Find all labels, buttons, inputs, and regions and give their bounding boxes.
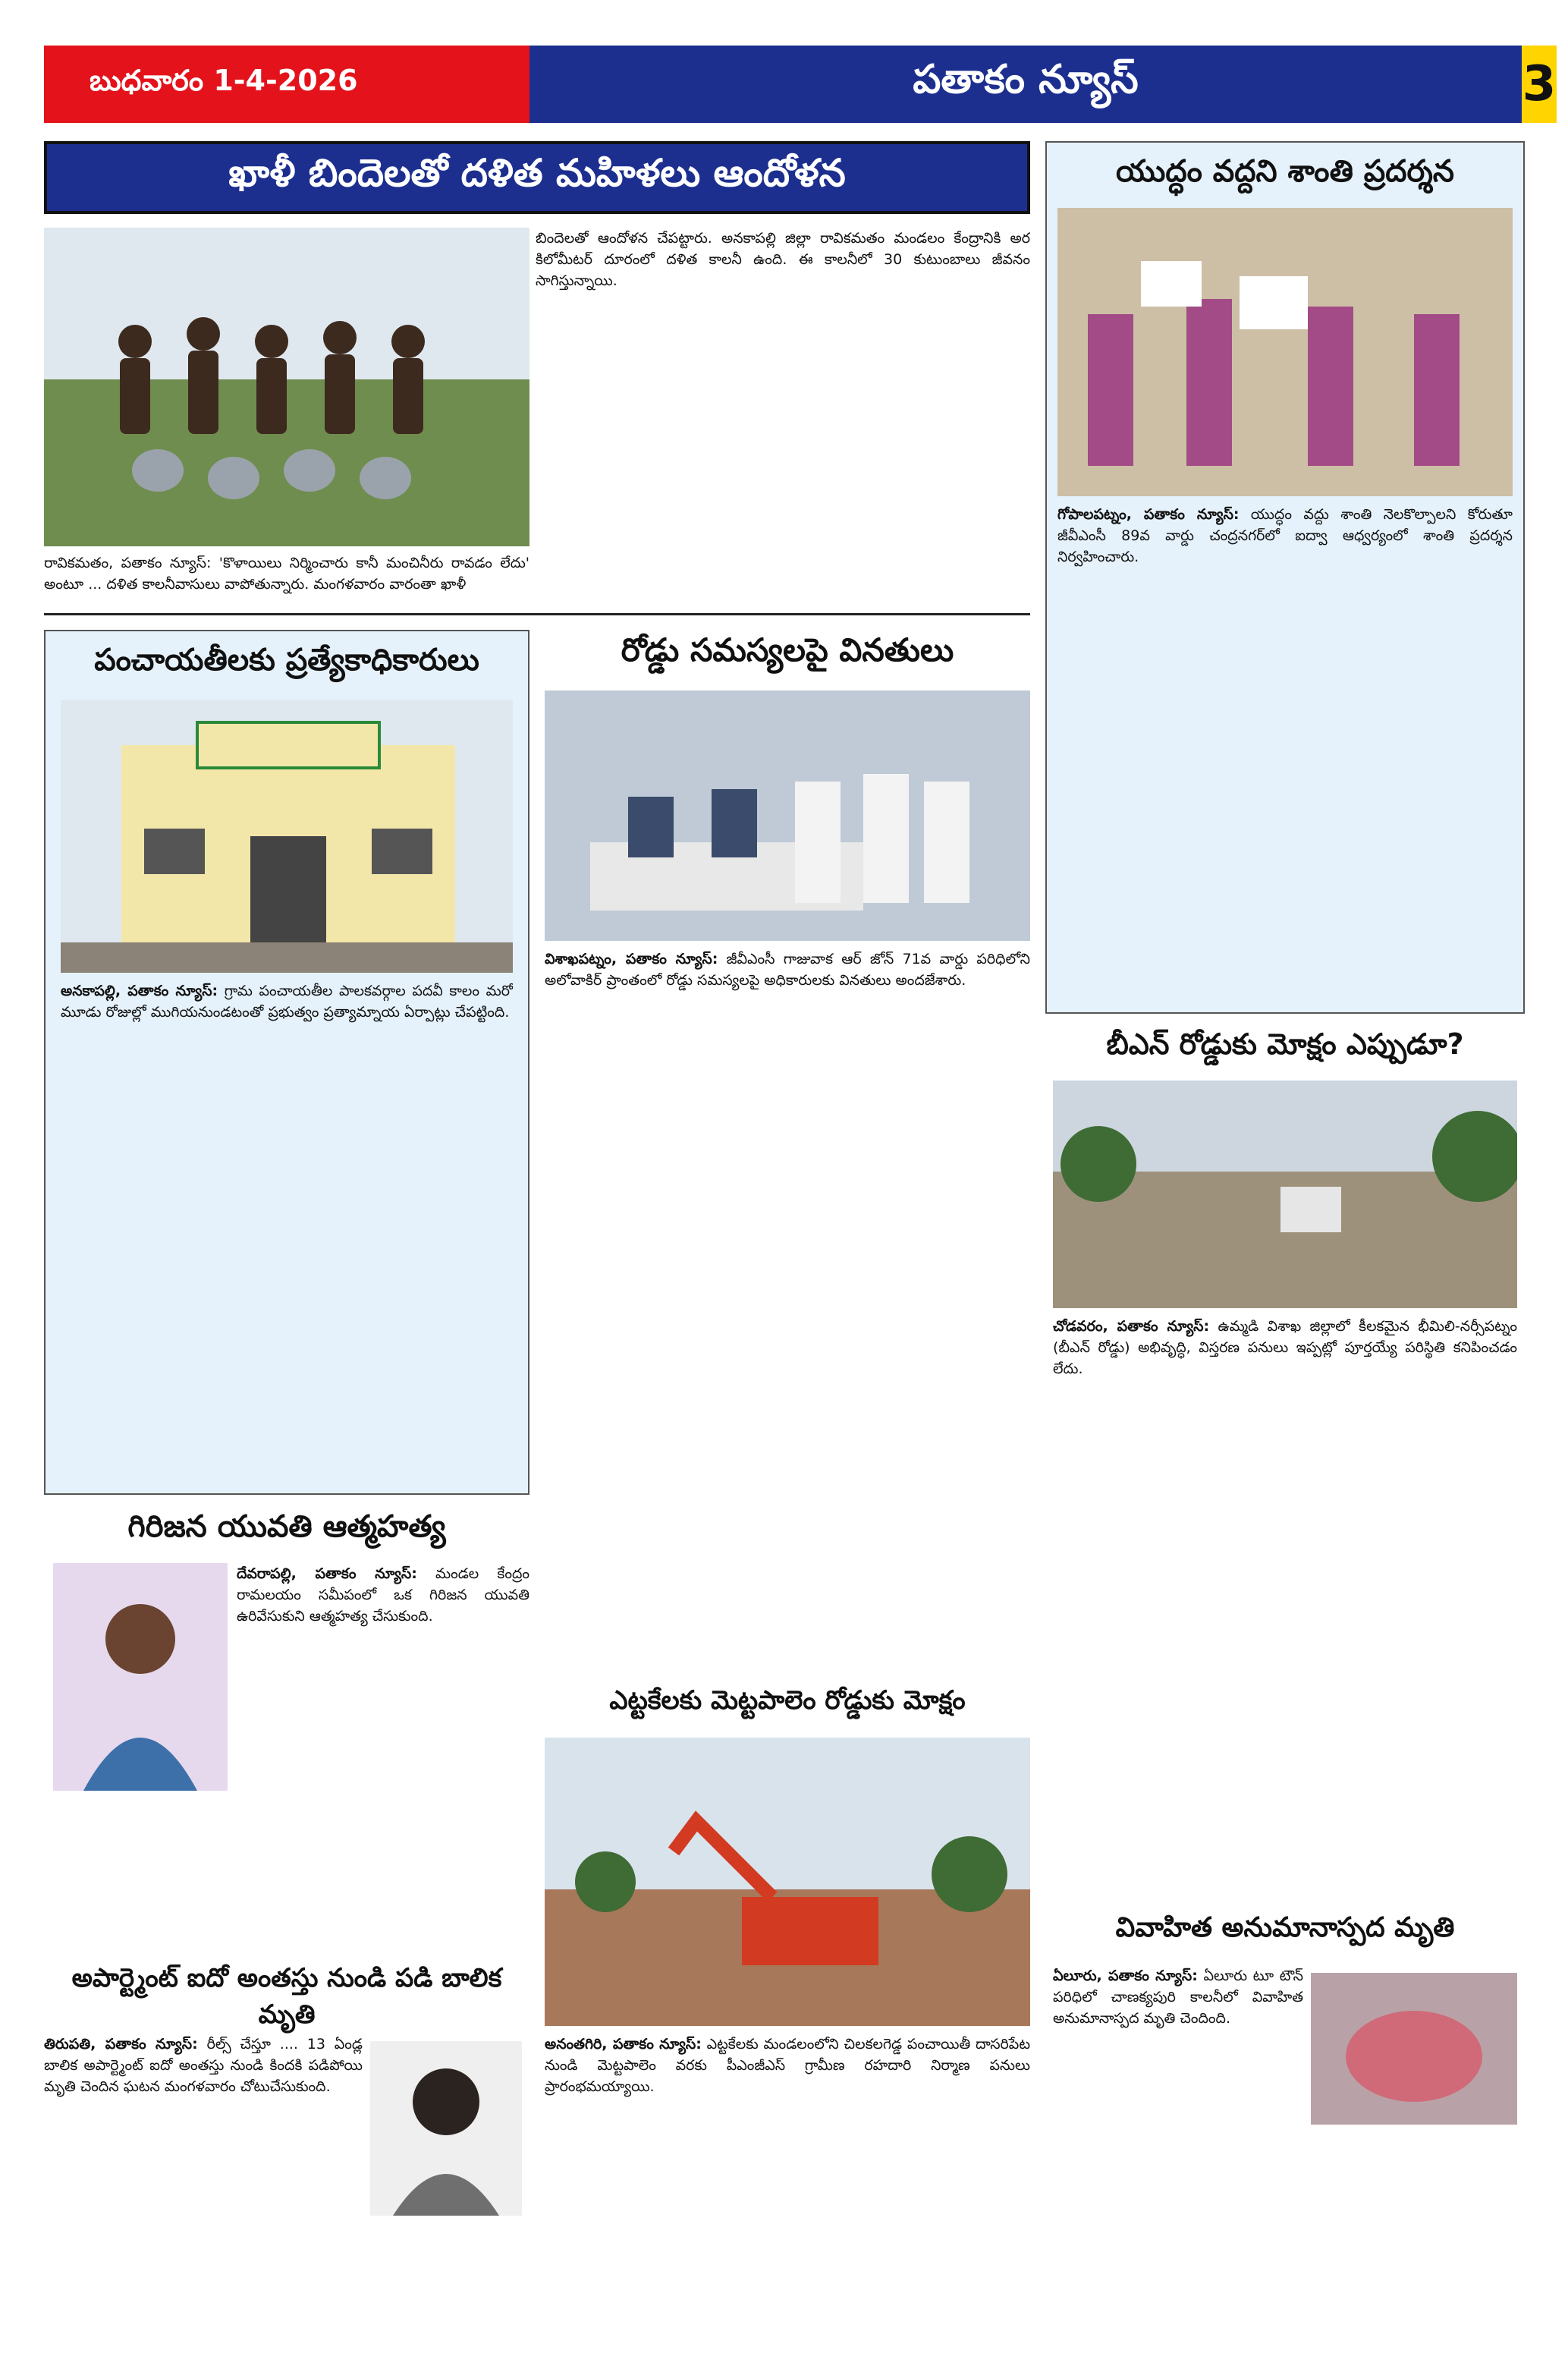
panchayat-dateline: అనకాపల్లి, పతాకం న్యూస్:	[61, 983, 218, 999]
bn-road-headline: బీఎన్ రోడ్డుకు మోక్షం ఎప్పుడూ?	[1106, 1027, 1464, 1061]
page-number: 3	[1522, 46, 1557, 123]
protest-photo-icon	[44, 228, 529, 546]
panchayat-photo	[61, 700, 513, 973]
war-peace-photo	[1057, 208, 1513, 496]
bn-road-body	[1053, 1316, 1517, 1892]
lead-body: బిందెలతో ఆందోళన చేపట్టారు. అనకాపల్లి జిల్లా రావికమతం మండలం కేంద్రానికి అర కిలోమీటర్ దూరంలో దళిత కాలనీ ఉంది. ఈ కాలనీలో 30 కుటుంబాలు జీవనం సాగిస్తున్నాయి.	[536, 230, 1030, 289]
building-photo-icon	[61, 700, 513, 973]
road-issues-headline: రోడ్డు సమస్యలపై వినతులు	[621, 631, 954, 668]
lead-photo	[44, 228, 529, 546]
ettakelaku-text: ఎట్టకేలకు మండలంలోని చిలకలగెడ్డ పంచాయితీ దాసరిపేట నుండి మెట్టపాలెం వరకు పీఎంజీఎస్ గ్రామీణ రహదారి నిర్మాణ పనులు ప్రారంభమయ్యాయి.	[545, 2036, 1030, 2095]
panchayat-body	[61, 980, 513, 1489]
war-peace-text: యుద్ధం వద్దు శాంతి నెలకొల్పాలని కోరుతూ జీవీఎంసీ 89వ వార్డు చంద్రనగర్‌లో ఐద్వా ఆధ్వర్యంలో శాంతి ప్రదర్శన నిర్వహించారు.	[1057, 506, 1513, 565]
tribal-youth-body	[237, 1563, 529, 1958]
married-woman-photo	[1311, 1973, 1517, 2125]
excavator-photo-icon	[545, 1738, 1030, 2026]
ettakelaku-photo	[545, 1738, 1030, 2026]
married-woman-body	[1053, 1965, 1303, 2352]
apartment-text: రీల్స్ చేస్తూ .... 13 ఏండ్ల బాలిక అపార్ట్మెంట్ ఐదో అంతస్తు నుండి కిందకి పడిపోయి మృతి చెందిన ఘటన మంగళవారం చోటుచేసుకుంది.	[44, 2036, 363, 2095]
war-peace-box	[1045, 141, 1525, 1014]
married-woman-dateline: ఏలూరు, పతాకం న్యూస్:	[1053, 1968, 1198, 1984]
married-woman-headline: వివాహిత అనుమానాస్పద మృతి	[1115, 1912, 1455, 1943]
portrait-photo-icon	[370, 2041, 522, 2216]
ettakelaku-headline: ఎట్టకేలకు మెట్టపాలెం రోడ్డుకు మోక్షం	[609, 1685, 966, 1716]
war-peace-body	[1057, 504, 1513, 1005]
lead-headline: ఖాళీ బిందెలతో దళిత మహిళలు ఆందోళన	[44, 141, 1030, 214]
tribal-youth-photo	[53, 1563, 228, 1791]
paper-title: పతాకం న్యూస్	[529, 46, 1522, 123]
office-meeting-photo-icon	[545, 690, 1030, 941]
apartment-headline: అపార్ట్మెంట్ ఐదో అంతస్తు నుండి పడి బాలిక మృతి	[71, 1963, 502, 2030]
road-issues-photo	[545, 690, 1030, 941]
bn-road-photo	[1053, 1081, 1517, 1308]
panchayat-text: గ్రామ పంచాయతీల పాలకవర్గాల పదవీ కాలం మరో మూడు రోజుల్లో ముగియనుండటంతో ప్రభుత్వం ప్రత్యామ్నాయ ఏర్పాట్లు చేపట్టింది.	[61, 983, 513, 1021]
road-photo-icon	[1053, 1081, 1517, 1308]
panchayat-box	[44, 630, 529, 1495]
married-woman-text: ఏలూరు టూ టౌన్ పరిధిలో చాణక్యపురి కాలనీలో వివాహిత అనుమానాస్పద మృతి చెందింది.	[1053, 1968, 1303, 2027]
divider	[44, 613, 1030, 615]
panchayat-headline: పంచాయతీలకు ప్రత్యేకాధికారులు	[94, 643, 479, 678]
road-issues-dateline: విశాఖపట్నం, పతాకం న్యూస్:	[545, 951, 718, 967]
apartment-dateline: తిరుపతి, పతాకం న్యూస్:	[44, 2036, 198, 2053]
masthead	[44, 46, 1557, 123]
road-issues-text: జీవీఎంసీ గాజువాక ఆర్ జోన్ 71వ వార్డు పరిధిలోని అలోవాకిర్ ప్రాంతంలో రోడ్డు సమస్యలపై అధికారులకు వినతులు అందజేశారు.	[545, 951, 1030, 989]
war-peace-headline: యుద్ధం వద్దని శాంతి ప్రదర్శన	[1116, 154, 1454, 189]
bn-road-dateline: చోడవరం, పతాకం న్యూస్:	[1053, 1318, 1210, 1335]
apartment-body	[44, 2034, 363, 2352]
tribal-youth-headline: గిరిజన యువతి ఆత్మహత్య	[127, 1509, 446, 1544]
ettakelaku-body	[545, 2034, 1030, 2352]
ettakelaku-dateline: అనంతగిరి, పతాకం న్యూస్:	[545, 2036, 702, 2053]
war-peace-dateline: గోపాలపట్నం, పతాకం న్యూస్:	[1057, 506, 1240, 523]
issue-date: బుధవారం 1-4-2026	[44, 46, 529, 123]
tribal-youth-text: మండల కేంద్రం రామలయం సమీపంలో ఒక గిరిజన యువతి ఉరివేసుకుని ఆత్మహత్య చేసుకుంది.	[237, 1565, 529, 1625]
portrait-photo-icon	[53, 1563, 228, 1791]
lead-caption: రావికమతం, పతాకం న్యూస్: 'కొళాయిలు నిర్మించారు కానీ మంచినీరు రావడం లేదు' అంటూ ... దళిత కాలనీవాసులు వాపోతున్నారు. మంగళవారం వారంతా ఖాళీ	[44, 555, 529, 593]
bn-road-text: ఉమ్మడి విశాఖ జిల్లాలో కీలకమైన భీమిలి-నర్సీపట్నం (బీఎన్ రోడ్డు) అభివృద్ధి, విస్తరణ పనులు ఇప్పట్లో పూర్తయ్యే పరిస్థితి కనిపించడం లేదు.	[1053, 1318, 1517, 1377]
tribal-youth-dateline: దేవరాపల్లి, పతాకం న్యూస్:	[237, 1565, 417, 1582]
blurred-photo-icon	[1311, 1973, 1517, 2125]
road-issues-body	[545, 948, 1030, 1381]
apartment-photo	[370, 2041, 522, 2216]
rally-photo-icon	[1057, 208, 1513, 496]
